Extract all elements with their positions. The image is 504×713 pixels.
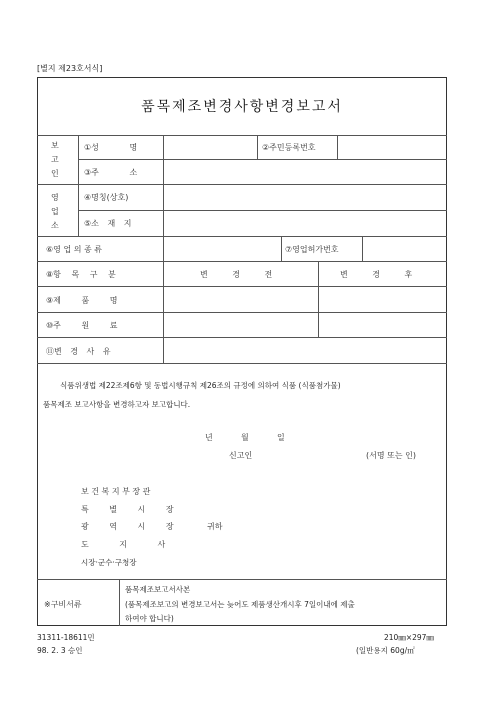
recipient-metro-city: 광 역 시 장 xyxy=(81,522,174,531)
statement-line-2: 품목제조 보고사항을 변경하고자 보고합니다. xyxy=(43,400,191,409)
grid-line xyxy=(362,236,363,261)
address-label: ③주 소 xyxy=(84,168,138,177)
footer-form-no: 31311-18611민 xyxy=(37,633,95,642)
reporter-group-char: 인 xyxy=(51,169,59,178)
footer-approval-date: 98. 2. 3 승인 xyxy=(37,646,83,655)
material-label: ⑩주 원 료 xyxy=(46,321,118,330)
attachment-line-3: 하여야 합니다) xyxy=(125,614,174,623)
grid-line xyxy=(257,135,258,159)
business-group-char: 업 xyxy=(51,207,59,216)
reason-label: ⑪변 경 사 유 xyxy=(46,347,111,356)
form-title: 품목제조변경사항변경보고서 xyxy=(141,99,343,115)
grid-line xyxy=(163,135,164,363)
footer-paper-size: 210㎜×297㎜ xyxy=(384,633,434,642)
grid-line xyxy=(37,312,447,313)
grid-line xyxy=(37,579,447,580)
grid-line xyxy=(37,135,447,136)
grid-line xyxy=(337,135,338,159)
name-label: ①성 명 xyxy=(84,143,138,152)
grid-line xyxy=(78,210,447,211)
reporter-sign-label: 신고인 xyxy=(229,451,253,460)
attachment-line-1: 품목제조보고서사본 xyxy=(125,585,191,594)
before-change-label: 변 경 전 xyxy=(200,270,273,279)
recipient-province: 도 지 사 xyxy=(81,540,166,549)
footer-paper-weight: (일반용지 60g/㎡ xyxy=(356,646,415,655)
trade-name-label: ④명칭(상호) xyxy=(84,193,129,202)
license-no-label: ⑦영업허가번호 xyxy=(285,245,339,254)
reporter-group-char: 고 xyxy=(51,155,59,164)
business-group-char: 소 xyxy=(51,221,59,230)
grid-line xyxy=(37,286,447,287)
grid-line xyxy=(37,363,447,364)
grid-line xyxy=(318,261,319,337)
business-group-char: 영 xyxy=(51,193,59,202)
grid-line xyxy=(281,236,282,261)
grid-line xyxy=(78,159,447,160)
product-name-label: ⑨제 품 명 xyxy=(46,296,118,305)
after-change-label: 변 경 후 xyxy=(340,270,413,279)
attachment-line-2: (품목제조보고의 변경보고서는 늦어도 제품생산개시후 7일이내에 제출 xyxy=(125,600,355,609)
grid-line xyxy=(37,261,447,262)
business-type-label: ⑥영 업 의 종 류 xyxy=(46,245,102,254)
statement-line-1: 식품위생법 제22조제6항 및 동법시행규칙 제26조의 규정에 의하여 식품 (식품첨가물) xyxy=(60,381,341,390)
date-year-label: 년 xyxy=(205,433,213,442)
location-label: ⑤소 재 지 xyxy=(84,219,132,228)
date-day-label: 일 xyxy=(277,433,285,442)
resident-no-label: ②주민등록번호 xyxy=(262,143,316,152)
item-category-label: ⑧항 목 구 분 xyxy=(46,270,116,279)
grid-line xyxy=(119,579,120,626)
recipient-minister: 보 건 복 지 부 장 관 xyxy=(81,487,151,496)
recipient-special-city: 특 별 시 장 xyxy=(81,505,174,514)
attachment-label: ※구비서류 xyxy=(44,600,82,609)
reporter-group-char: 보 xyxy=(51,141,59,150)
recipient-local: 시장·군수·구청장 xyxy=(81,558,137,567)
grid-line xyxy=(37,236,447,237)
recipient-suffix: 귀하 xyxy=(207,522,223,531)
grid-line xyxy=(37,337,447,338)
date-month-label: 월 xyxy=(241,433,249,442)
grid-line xyxy=(37,184,447,185)
grid-line xyxy=(78,135,79,236)
form-id: [별지 제23호서식] xyxy=(37,64,103,73)
sign-note: (서명 또는 인) xyxy=(366,451,416,460)
